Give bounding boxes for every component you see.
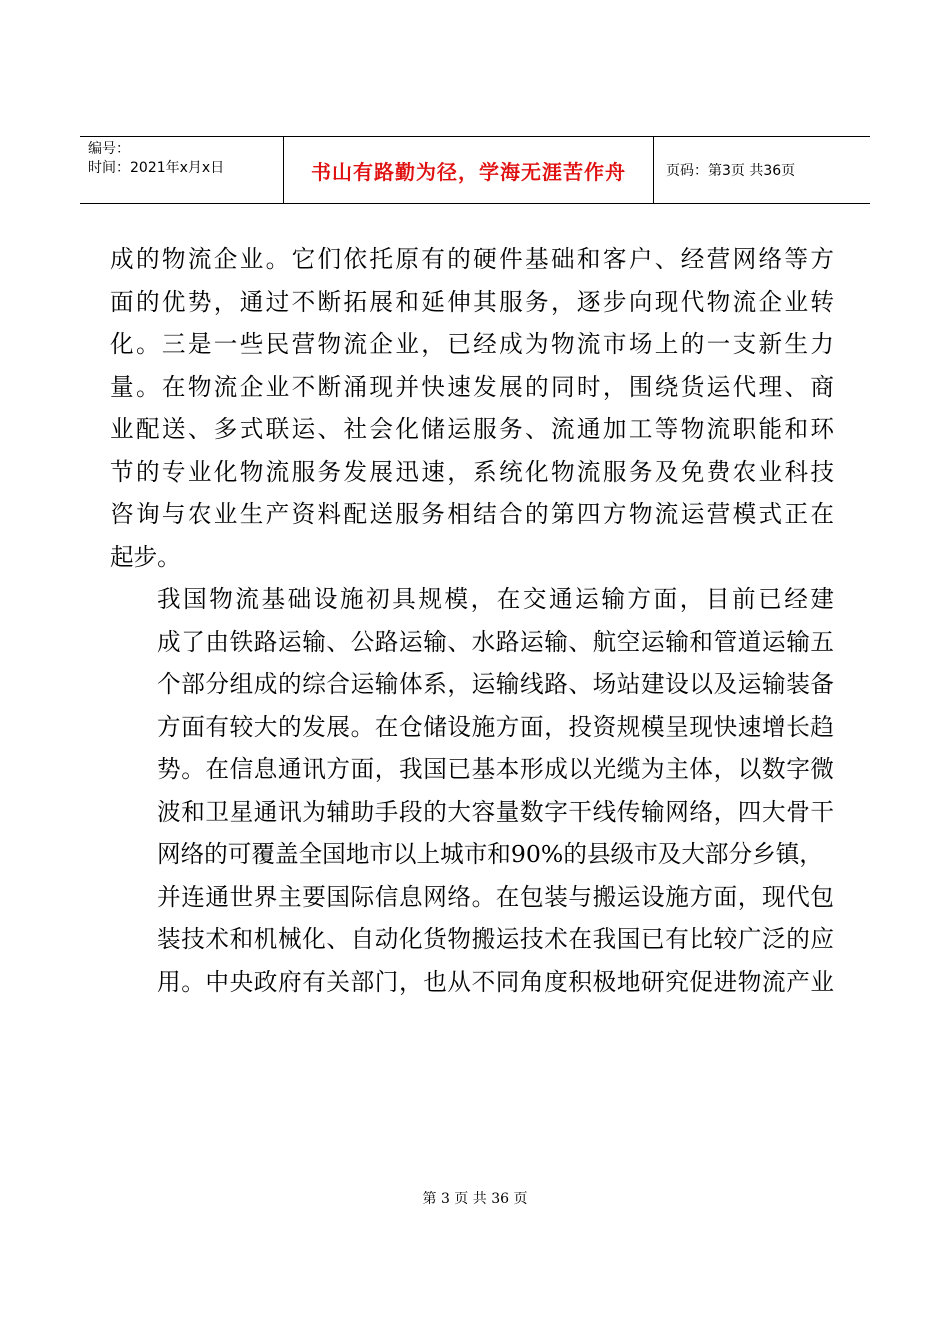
text-line: 节的专业化物流服务发展迅速，系统化物流服务及免费农业科技 bbox=[110, 457, 834, 486]
text-line: 起步。 bbox=[110, 542, 181, 571]
text-line: 成了由铁路运输、公路运输、水路运输、航空运输和管道运输五 bbox=[157, 627, 834, 656]
header-page-cell bbox=[654, 137, 870, 203]
text-line: 波和卫星通讯为辅助手段的大容量数字干线传输网络，四大骨干 bbox=[157, 797, 834, 826]
page-info-label: 页码：第3页 共36页 bbox=[666, 163, 796, 179]
text-line: 化。三是一些民营物流企业，已经成为物流市场上的一支新生力 bbox=[110, 330, 834, 358]
paragraph-2 bbox=[110, 578, 834, 1003]
page-footer: 第 3 页 共 36 页 bbox=[422, 1191, 528, 1207]
text-line: 势。在信息通讯方面，我国已基本形成以光缆为主体，以数字微 bbox=[157, 755, 834, 783]
text-line: 用。中央政府有关部门，也从不同角度积极地研究促进物流产业 bbox=[157, 967, 834, 996]
text-line: 量。在物流企业不断涌现并快速发展的同时，围绕货运代理、商 bbox=[110, 372, 834, 401]
text-line: 方面有较大的发展。在仓储设施方面，投资规模呈现快速增长趋 bbox=[157, 712, 834, 741]
header-meta-cell bbox=[80, 137, 284, 203]
document-header bbox=[80, 136, 870, 204]
text-line: 成的物流企业。它们依托原有的硬件基础和客户、经营网络等方 bbox=[110, 245, 834, 273]
motto-text: 书山有路勤为径，学海无涯苦作舟 bbox=[311, 159, 626, 184]
serial-number-label: 编号： bbox=[88, 141, 130, 157]
paragraph-1 bbox=[110, 238, 834, 578]
text-line: 网络的可覆盖全国地市以上城市和90%的县级市及大部分乡镇， bbox=[157, 840, 823, 868]
document-body bbox=[110, 238, 834, 1003]
text-line: 咨询与农业生产资料配送服务相结合的第四方物流运营模式正在 bbox=[110, 500, 834, 528]
text-line: 我国物流基础设施初具规模，在交通运输方面，目前已经建 bbox=[157, 585, 834, 613]
text-line: 面的优势，通过不断拓展和延伸其服务，逐步向现代物流企业转 bbox=[110, 287, 834, 316]
text-line: 个部分组成的综合运输体系，运输线路、场站建设以及运输装备 bbox=[157, 670, 834, 698]
text-line: 装技术和机械化、自动化货物搬运技术在我国已有比较广泛的应 bbox=[157, 925, 834, 953]
text-line: 业配送、多式联运、社会化储运服务、流通加工等物流职能和环 bbox=[110, 415, 834, 443]
text-line: 并连通世界主要国际信息网络。在包装与搬运设施方面，现代包 bbox=[157, 882, 834, 911]
date-label: 时间：2021年x月x日 bbox=[88, 160, 225, 176]
header-motto-cell bbox=[284, 137, 654, 203]
